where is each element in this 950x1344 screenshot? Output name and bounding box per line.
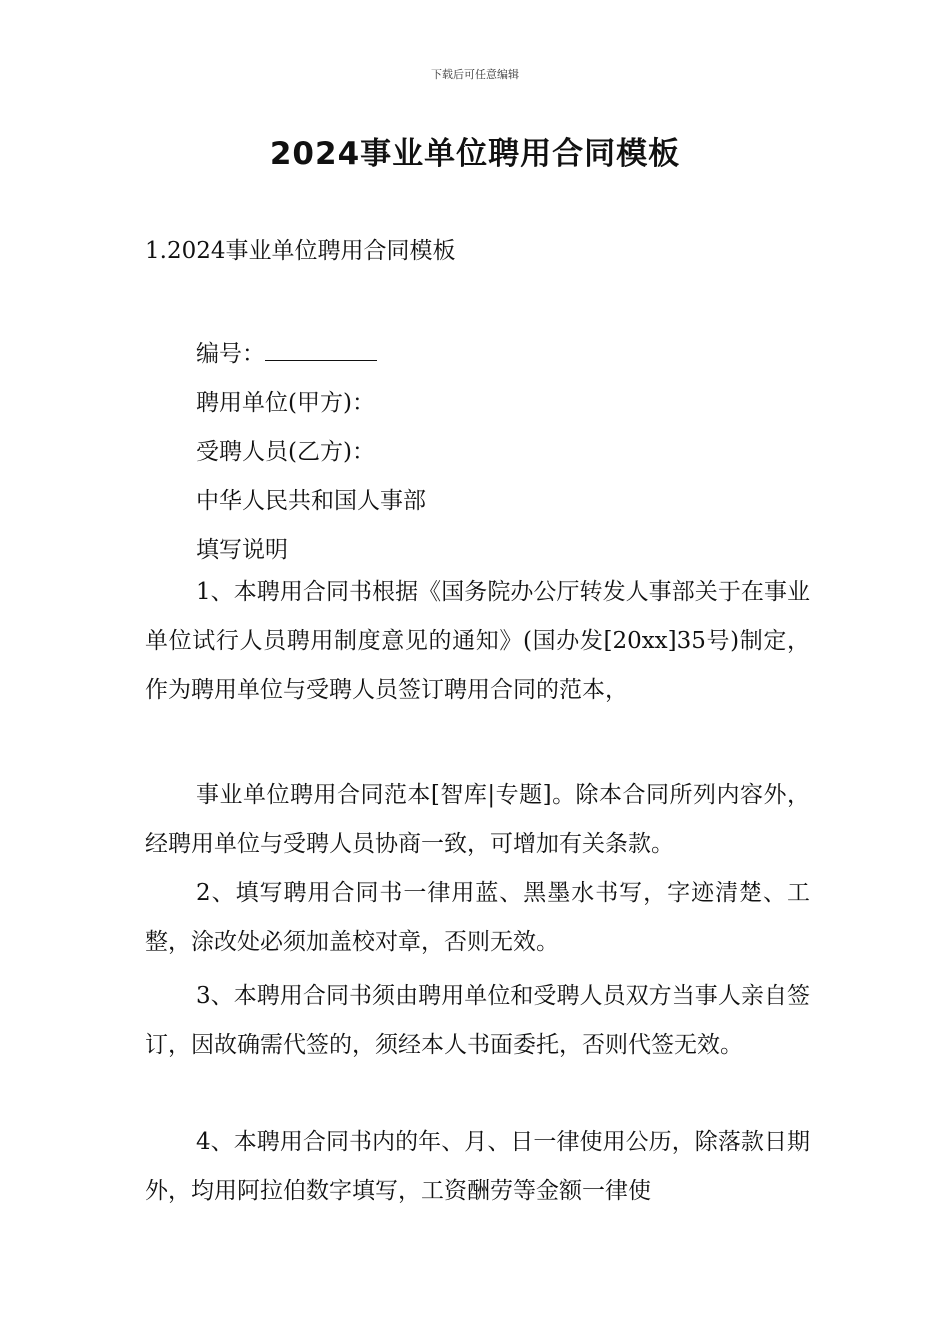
employee-field: 受聘人员(乙方)： [196,439,375,465]
document-title: 2024事业单位聘用合同模板 [269,136,681,172]
instruction-paragraph-3: 3、本聘用合同书须由聘用单位和受聘人员双方当事人亲自签订，因故确需代签的，须经本人书面委托，否则代签无效。 [145,983,810,1058]
instruction-paragraph-1: 1、本聘用合同书根据《国务院办公厅转发人事部关于在事业单位试行人员聘用制度意见的通知》(国办发[20xx]35号)制定，作为聘用单位与受聘人员签订聘用合同的范本， [145,579,810,703]
instruction-paragraph-2: 2、填写聘用合同书一律用蓝、黑墨水书写，字迹清楚、工整，涂改处必须加盖校对章，否则无效。 [145,880,810,955]
contract-number-label: 编号： [196,341,265,367]
employer-field: 聘用单位(甲方)： [196,390,375,416]
contract-number-blank [265,338,377,361]
section-heading: 1.2024事业单位聘用合同模板 [145,238,456,264]
header-note: 下载后可任意编辑 [431,68,519,81]
instructions-heading: 填写说明 [196,537,288,563]
instruction-paragraph-1-continued: 事业单位聘用合同范本[智库|专题]。除本合同所列内容外，经聘用单位与受聘人员协商一致，可增加有关条款。 [145,782,810,857]
instruction-paragraph-4: 4、本聘用合同书内的年、月、日一律使用公历，除落款日期外，均用阿拉伯数字填写，工资酬劳等金额一律使 [145,1129,810,1204]
contract-number-field [196,335,377,368]
ministry-line: 中华人民共和国人事部 [196,488,426,514]
